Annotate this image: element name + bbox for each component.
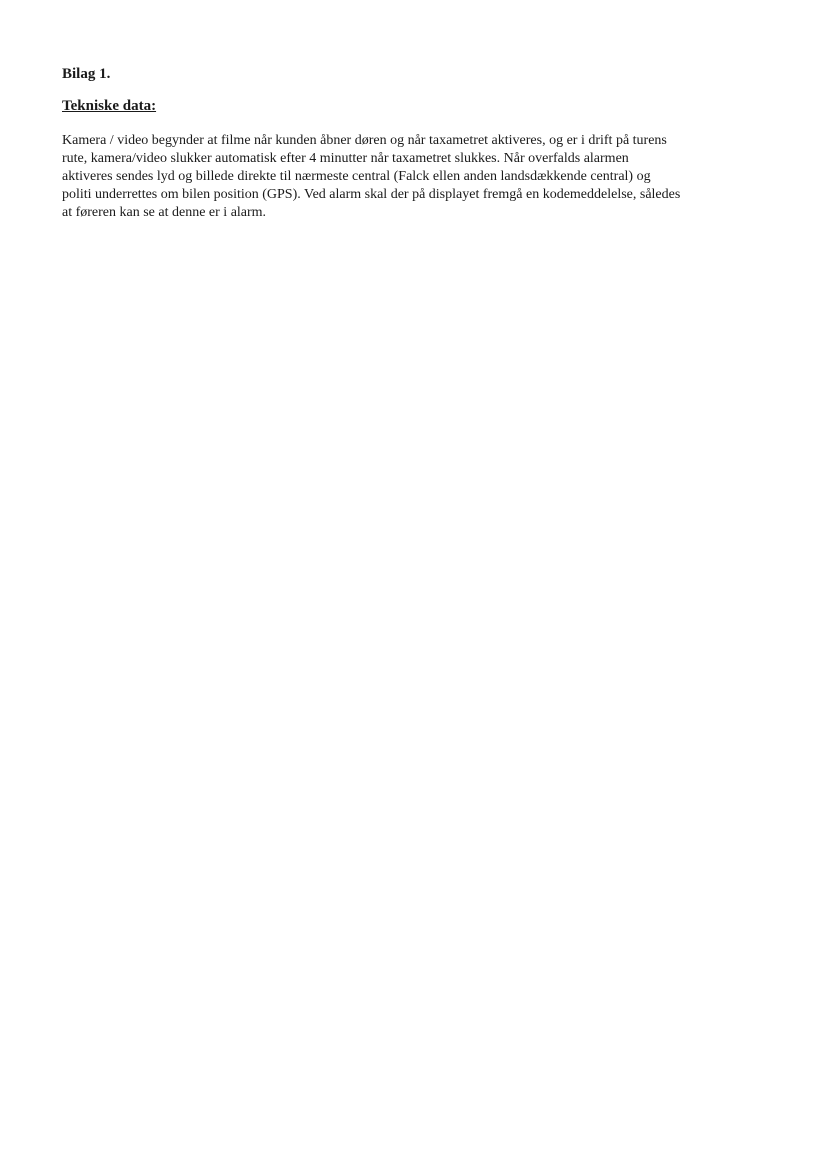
paragraph-line: politi underrettes om bilen position (GPS). Ved alarm skal der på displayet fremgå en kodemeddelelse, således (62, 187, 681, 202)
paragraph-line: aktiveres sendes lyd og billede direkte til nærmeste central (Falck ellen anden landsdækkende central) og (62, 169, 651, 184)
document-title: Bilag 1. (62, 66, 111, 82)
section-heading: Tekniske data: (62, 98, 157, 114)
paragraph-line: at føreren kan se at denne er i alarm. (62, 205, 267, 220)
paragraph-line: rute, kamera/video slukker automatisk efter 4 minutter når taxametret slukkes. Når overfalds alarmen (62, 151, 629, 166)
document-content (62, 64, 782, 222)
body-paragraph (62, 132, 782, 222)
paragraph-line: Kamera / video begynder at filme når kunden åbner døren og når taxametret aktiveres, og er i drift på turens (62, 133, 667, 148)
